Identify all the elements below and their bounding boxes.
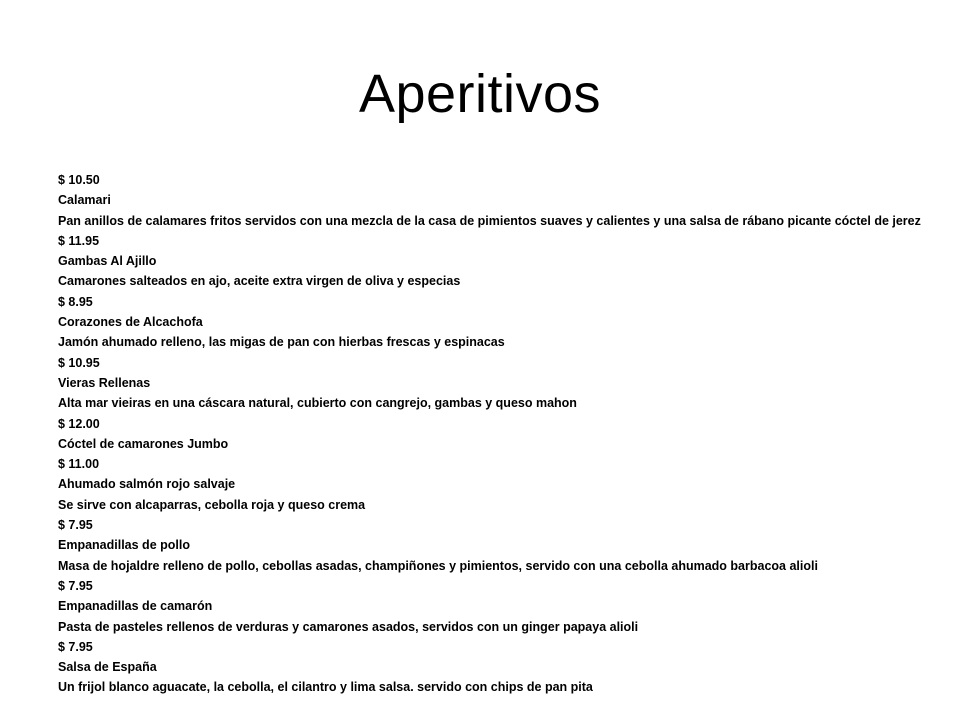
menu-price: $ 10.95 bbox=[58, 355, 100, 370]
menu-item-description: Masa de hojaldre relleno de pollo, cebollas asadas, champiñones y pimientos, servido con una cebolla ahumado barbacoa alioli bbox=[58, 558, 818, 573]
menu-item-name: Vieras Rellenas bbox=[58, 375, 151, 390]
menu-item-description: Un frijol blanco aguacate, la cebolla, el cilantro y lima salsa. servido con chips de pan pita bbox=[58, 680, 593, 695]
menu-item-name: Calamari bbox=[58, 193, 111, 208]
menu-item-description: Alta mar vieiras en una cáscara natural, cubierto con cangrejo, gambas y queso mahon bbox=[58, 396, 577, 411]
menu-price: $ 8.95 bbox=[58, 294, 93, 309]
menu-item-description: Pan anillos de calamares fritos servidos con una mezcla de la casa de pimientos suaves y calientes y una salsa de rábano picante cóctel de jerez bbox=[58, 213, 921, 228]
slide-title: Aperitivos bbox=[358, 64, 602, 124]
menu-item-name: Cóctel de camarones Jumbo bbox=[58, 436, 229, 451]
menu-price: $ 12.00 bbox=[58, 416, 100, 431]
menu-price: $ 11.95 bbox=[58, 233, 100, 248]
menu-item-description: Camarones salteados en ajo, aceite extra virgen de oliva y especias bbox=[58, 274, 461, 289]
menu-item-name: Corazones de Alcachofa bbox=[58, 315, 203, 330]
menu-item-name: Ahumado salmón rojo salvaje bbox=[58, 477, 236, 492]
menu-price: $ 11.00 bbox=[58, 457, 100, 472]
menu-item-description: Se sirve con alcaparras, cebolla roja y queso crema bbox=[58, 497, 366, 512]
menu-price: $ 7.95 bbox=[58, 518, 93, 533]
menu-price: $ 7.95 bbox=[58, 639, 93, 654]
menu-price: $ 10.50 bbox=[58, 173, 100, 187]
menu-item-name: Empanadillas de pollo bbox=[58, 538, 190, 553]
menu-price: $ 7.95 bbox=[58, 578, 93, 593]
menu-item-description: Pasta de pasteles rellenos de verduras y camarones asados, servidos con un ginger papaya alioli bbox=[58, 619, 639, 634]
menu-item-description: Jamón ahumado relleno, las migas de pan con hierbas frescas y espinacas bbox=[58, 335, 505, 350]
menu-item-name: Salsa de España bbox=[58, 660, 157, 675]
menu-item-name: Gambas Al Ajillo bbox=[58, 254, 157, 269]
menu-item-name: Empanadillas de camarón bbox=[58, 599, 213, 614]
menu-content bbox=[58, 170, 938, 698]
